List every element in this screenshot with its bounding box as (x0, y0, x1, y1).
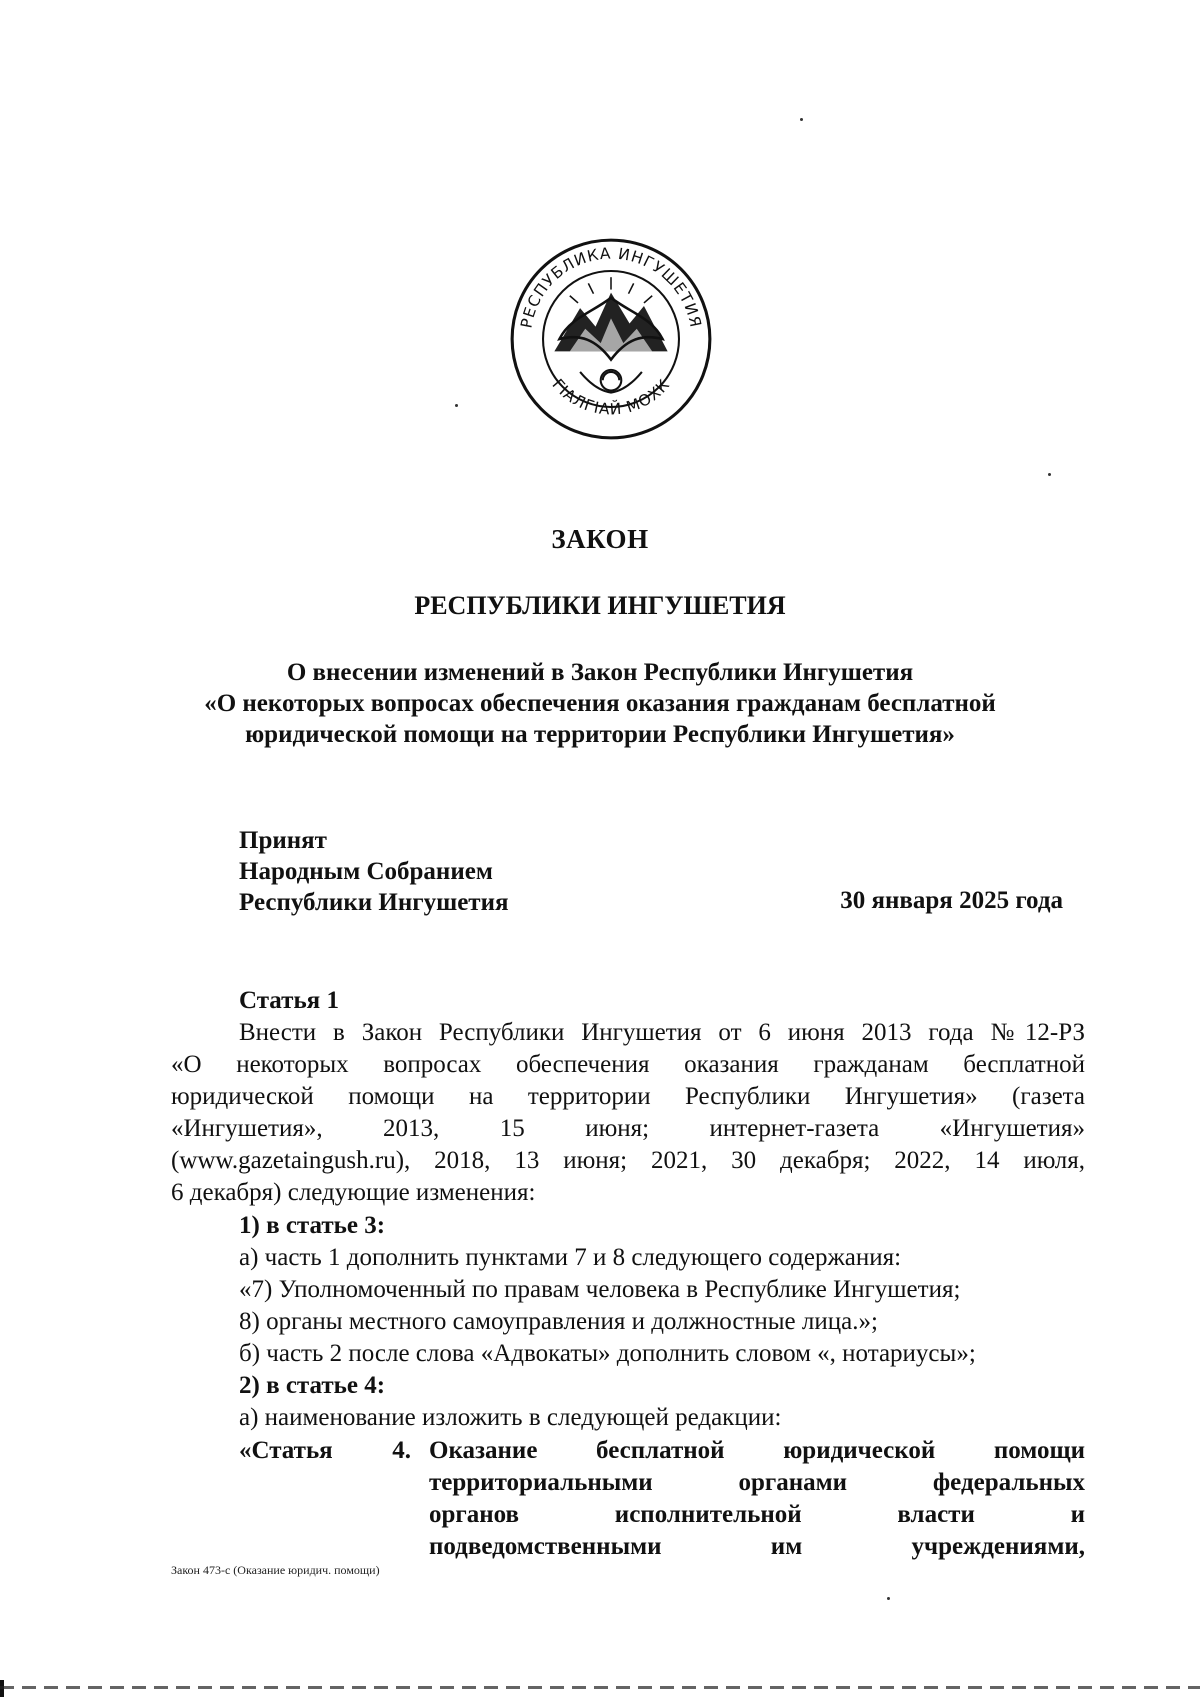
scan-speck (800, 118, 803, 121)
emblem-top-text: РЕСПУБЛИКА ИНГУШЕТИЯ (517, 244, 705, 330)
coat-of-arms-emblem (508, 236, 714, 442)
article-4-new-heading (239, 1435, 1085, 1563)
adoption-block (239, 825, 509, 918)
subtitle-line: «О некоторых вопросах обеспечения оказания гражданам бесплатной (204, 690, 996, 717)
article-4-heading-line: территориальными органами федеральных (429, 1469, 1085, 1496)
amendment-list (239, 1210, 1085, 1434)
svg-text:ГIАЛГIАЙ МОХК (548, 375, 673, 418)
article-4-heading-line: органов исполнительной власти и (429, 1501, 1085, 1528)
list-item: б) часть 2 после слова «Адвокаты» дополнить словом «, нотариусы»; (239, 1340, 976, 1367)
article-4-label-number: 4. (392, 1437, 411, 1464)
paragraph-line: «О некоторых вопросах обеспечения оказания гражданам бесплатной (171, 1051, 1085, 1078)
paragraph-line: 6 декабря) следующие изменения: (171, 1179, 536, 1206)
article-1-heading: Статья 1 (239, 987, 339, 1014)
paragraph-line: (www.gazetaingush.ru), 2018, 13 июня; 2021, 30 декабря; 2022, 14 июля, (171, 1147, 1085, 1174)
paragraph-line: юридической помощи на территории Республики Ингушетия» (газета (171, 1083, 1085, 1110)
article-4-label-word: «Статья (239, 1437, 333, 1464)
list-item: 8) органы местного самоуправления и должностные лица.»; (239, 1308, 878, 1335)
adoption-line: Принят (239, 827, 327, 854)
scan-speck (1048, 473, 1051, 476)
emblem-bottom-text: ГIАЛГIАЙ МОХК (548, 375, 674, 419)
adoption-line: Республики Ингушетия (239, 889, 509, 916)
document-title: ЗАКОН (551, 524, 649, 554)
list-item: «7) Уполномоченный по правам человека в Республике Ингушетия; (239, 1276, 961, 1303)
article-4-heading-line: подведомственными им учреждениями, (429, 1533, 1085, 1560)
list-item: 1) в статье 3: (239, 1212, 386, 1239)
paragraph-line: «Ингушетия», 2013, 15 июня; интернет-газета «Ингушетия» (171, 1115, 1085, 1142)
scan-speck (887, 1597, 890, 1600)
list-item: 2) в статье 4: (239, 1372, 386, 1399)
list-item: а) наименование изложить в следующей редакции: (239, 1404, 782, 1431)
paragraph-line: Внести в Закон Республики Ингушетия от 6 июня 2013 года №12-РЗ (239, 1019, 1085, 1046)
subtitle-line: юридической помощи на территории Республики Ингушетия» (245, 721, 955, 748)
scan-edge-line (0, 1686, 1200, 1689)
adoption-date: 30 января 2025 года (840, 887, 1063, 914)
scan-speck (455, 404, 458, 407)
list-item: а) часть 1 дополнить пунктами 7 и 8 следующего содержания: (239, 1244, 902, 1271)
subtitle-line: О внесении изменений в Закон Республики Ингушетия (286, 659, 914, 686)
document-title-republic: РЕСПУБЛИКИ ИНГУШЕТИЯ (414, 591, 786, 620)
article-4-heading-line: Оказание бесплатной юридической помощи (429, 1437, 1085, 1464)
adoption-line: Народным Собранием (239, 858, 493, 885)
footer-note: Закон 473-с (Оказание юридич. помощи) (171, 1563, 380, 1577)
document-subtitle (0, 657, 1200, 750)
article-1-paragraph (171, 1017, 1085, 1209)
